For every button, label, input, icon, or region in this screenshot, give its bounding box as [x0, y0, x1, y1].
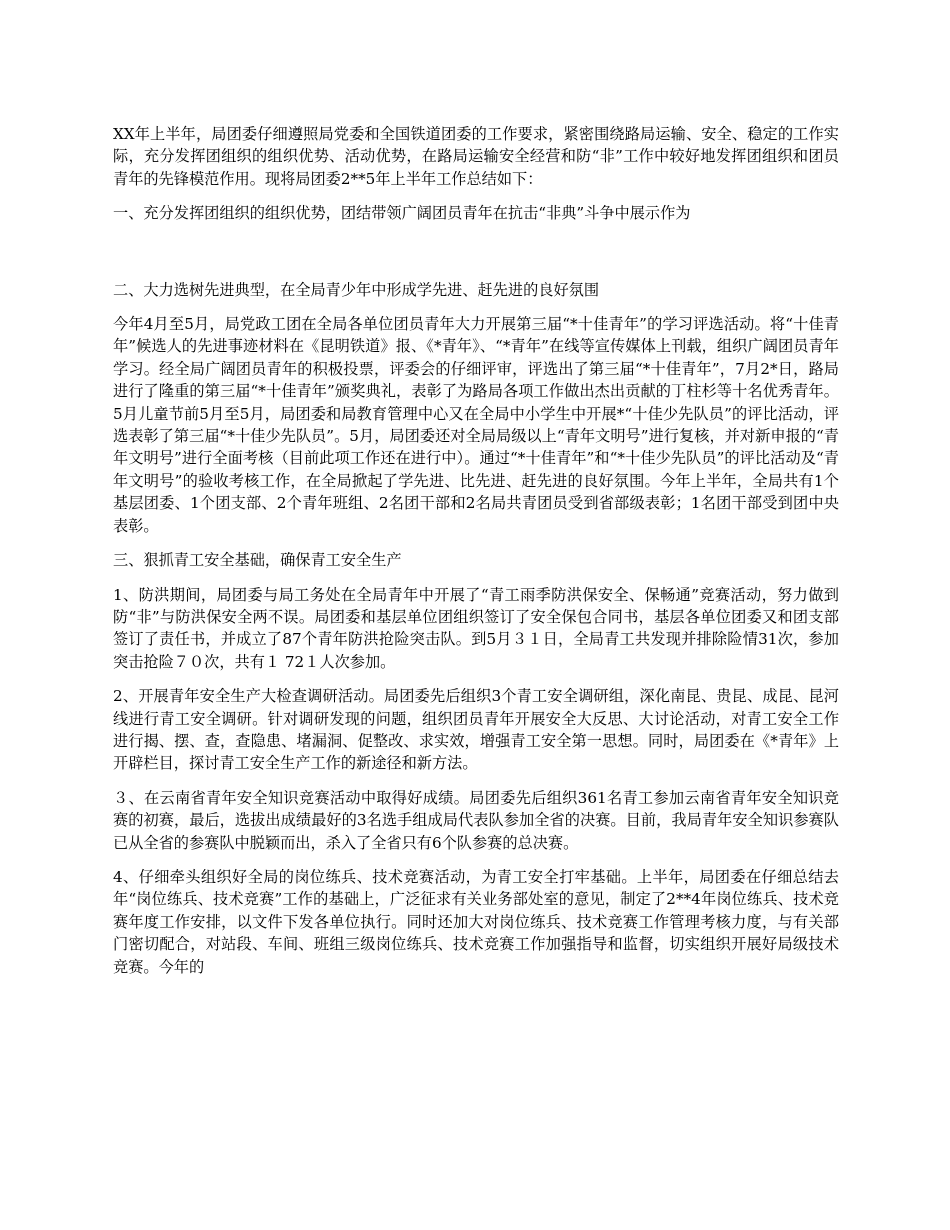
section-3-item-4: 4、仔细牵头组织好全局的岗位练兵、技术竞赛活动，为青工安全打牢基础。上半年，局团委在仔细总结去年“岗位练兵、技术竞赛”工作的基础上，广泛征求有关业务部处室的意见，制定了2**4年岗位练兵、技术竞赛年度工作安排，以文件下发各单位执行。同时还加大对岗位练兵、技术竞赛工作管理考核力度，与有关部门密切配合，对站段、车间、班组三级岗位练兵、技术竞赛工作加强指导和监督，切实组织开展好局级技术竞赛。今年的 — [113, 867, 839, 976]
intro-paragraph: XX年上半年，局团委仔细遵照局党委和全国铁道团委的工作要求，紧密围绕路局运输、安全、稳定的工作实际，充分发挥团组织的组织优势、活动优势，在路局运输安全经营和防“非”工作中较好地发挥团组织和团员青年的先锋模范作用。现将局团委2**5年上半年工作总结如下： — [113, 125, 839, 188]
section-3-item-3: ３、在云南省青年安全知识竞赛活动中取得好成绩。局团委先后组织361名青工参加云南省青年安全知识竞赛的初赛，最后，选拔出成绩最好的3名选手组成局代表队参加全省的决赛。目前，我局青年安全知识参赛队已从全省的参赛队中脱颖而出，杀入了全省只有6个队参赛的总决赛。 — [113, 788, 839, 852]
section-1-heading: 一、充分发挥团组织的组织优势，团结带领广阔团员青年在抗击“非典”斗争中展示作为 — [113, 204, 691, 223]
section-3-heading: 三、狠抓青工安全基础，确保青工安全生产 — [113, 551, 402, 570]
section-3-item-2: 2、开展青年安全生产大检查调研活动。局团委先后组织3个青工安全调研组，深化南昆、贵昆、成昆、昆河线进行青工安全调研。针对调研发现的问题，组织团员青年开展安全大反思、大讨论活动，对青工安全工作进行揭、摆、查，查隐患、堵漏洞、促整改、求实效，增强青工安全第一思想。同时，局团委在《*青年》上开辟栏目，探讨青工安全生产工作的新途径和新方法。 — [113, 687, 839, 773]
section-3-item-1: 1、防洪期间，局团委与局工务处在全局青年中开展了“青工雨季防洪保安全、保畅通”竞赛活动，努力做到防“非”与防洪保安全两不误。局团委和基层单位团组织签订了安全保包合同书，基层各单位团委又和团支部签订了责任书，并成立了87个青年防洪抢险突击队。到5月３１日，全局青工共发现并排除险情31次，参加突击抢险７０次，共有１ 72１人次参加。 — [113, 585, 839, 671]
section-2-heading: 二、大力选树先进典型，在全局青少年中形成学先进、赶先进的良好氛围 — [113, 280, 599, 299]
section-1-gap — [113, 237, 839, 279]
section-2-paragraph: 今年4月至5月，局党政工团在全局各单位团员青年大力开展第三届“*十佳青年”的学习评选活动。将“十佳青年”候选人的先进事迹材料在《昆明铁道》报、《*青年》、“*青年”在线等宣传媒体上刊载，组织广阔团员青年学习。经全局广阔团员青年的积极投票，评委会的仔细评审，评选出了第三届“*十佳青年”，7月2*日，路局进行了隆重的第三届“*十佳青年”颁奖典礼，表彰了为路局各项工作做出杰出贡献的丁柱杉等十名优秀青年。5月儿童节前5月至5月，局团委和局教育管理中心又在全局中小学生中开展*“十佳少先队员”的评比活动，评选表彰了第三届“*十佳少先队员”。5月，局团委还对全局局级以上“青年文明号”进行复核，并对新申报的“青年文明号”进行全面考核（目前此项工作还在进行中）。通过“*十佳青年”和“*十佳少先队员”的评比活动及“青年文明号”的验收考核工作，在全局掀起了学先进、比先进、赶先进的良好氛围。今年上半年，全局共有1个基层团委、1个团支部、2个青年班组、2名团干部和2名局共青团员受到省部级表彰；1名团干部受到团中央表彰。 — [113, 315, 839, 535]
document-page — [113, 123, 839, 990]
